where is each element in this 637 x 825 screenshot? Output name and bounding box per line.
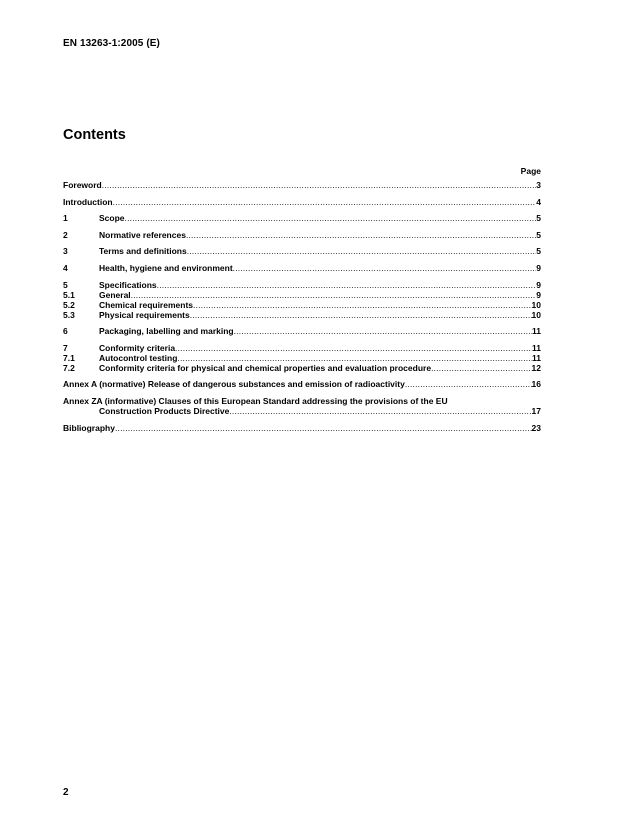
toc-entry-page: 11 [532, 326, 541, 337]
toc-entry-terms-and-definitions[interactable] [63, 246, 541, 256]
toc-entry-page: 16 [531, 379, 541, 390]
toc-entry-page: 5 [536, 229, 541, 240]
toc-entry-title-continued: Construction Products Directive [99, 405, 230, 416]
toc-entry-page: 9 [536, 289, 541, 300]
toc-entry-number: 6 [63, 326, 68, 337]
toc-leader [177, 353, 532, 363]
toc-entry-title: Terms and definitions [99, 246, 187, 257]
toc-entry-introduction[interactable] [63, 197, 541, 207]
toc-leader [186, 230, 536, 240]
page-column-label: Page [520, 166, 541, 176]
toc-entry-title: Specifications [99, 279, 157, 290]
toc-entry-title: Foreword [63, 180, 102, 190]
toc-entry-number: 4 [63, 262, 68, 273]
toc-entry-number: 5.2 [63, 299, 75, 310]
toc-entry-page: 9 [536, 279, 541, 290]
toc-entry-specifications[interactable] [63, 280, 541, 290]
toc-entry-title: Scope [99, 213, 125, 224]
toc-entry-number: 7.1 [63, 352, 75, 363]
toc-entry-page: 3 [536, 180, 541, 190]
toc-entry-title: Packaging, labelling and marking [99, 326, 234, 337]
toc-leader [233, 263, 537, 273]
toc-entry-title: Autocontrol testing [99, 352, 178, 363]
toc-entry-page: 12 [531, 362, 541, 373]
toc-entry-title: General [99, 289, 131, 300]
toc-entry-scope[interactable] [63, 213, 541, 223]
toc-leader [190, 310, 532, 320]
toc-leader [102, 180, 537, 190]
toc-entry-page: 23 [531, 422, 541, 433]
toc-leader [157, 280, 537, 290]
toc-entry-health-hygiene-environment[interactable] [63, 263, 541, 273]
toc-entry-title: Annex ZA (informative) Clauses of this European Standard addressing the provisions of the EU [63, 395, 448, 406]
toc-leader [431, 363, 531, 373]
toc-entry-title: Conformity criteria for physical and chemical properties and evaluation procedure [99, 362, 432, 373]
toc-entry-number: 1 [63, 213, 68, 224]
toc-entry-annex-a[interactable] [63, 379, 541, 389]
toc-entry-title: Introduction [63, 196, 113, 207]
document-id: EN 13263-1:2005 (E) [63, 38, 160, 49]
toc-entry-number: 2 [63, 229, 68, 240]
toc-entry-page: 10 [531, 309, 541, 320]
toc-entry-page: 11 [532, 342, 541, 353]
toc-entry-title: Chemical requirements [99, 299, 194, 310]
toc-entry-conformity-criteria-physical-chemical[interactable] [63, 363, 541, 373]
toc-entry-number: 7.2 [63, 362, 75, 373]
toc-entry-foreword[interactable] [63, 180, 541, 190]
toc-entry-title: Conformity criteria [99, 342, 176, 353]
toc-entry-conformity-criteria[interactable] [63, 343, 541, 353]
toc-entry-number: 5.1 [63, 289, 75, 300]
toc-leader [175, 343, 532, 353]
toc-entry-chemical-requirements[interactable] [63, 300, 541, 310]
toc-entry-title: Normative references [99, 229, 186, 240]
toc-entry-autocontrol-testing[interactable] [63, 353, 541, 363]
toc-entry-page: 10 [531, 299, 541, 310]
toc-leader [113, 197, 537, 207]
toc-leader [229, 406, 531, 416]
toc-entry-physical-requirements[interactable] [63, 310, 541, 320]
toc-entry-page: 5 [536, 213, 541, 224]
toc-entry-bibliography[interactable] [63, 423, 541, 433]
toc-entry-page: 4 [536, 196, 541, 207]
toc-entry-general[interactable] [63, 290, 541, 300]
toc-entry-title: Bibliography [63, 422, 115, 433]
toc-entry-title: Annex A (normative) Release of dangerous substances and emission of radioactivity [63, 379, 405, 390]
toc-leader [125, 213, 537, 223]
toc-entry-title: Health, hygiene and environment [99, 262, 233, 273]
toc-leader [193, 300, 532, 310]
toc-entry-title: Physical requirements [99, 309, 190, 320]
toc-leader [405, 379, 532, 389]
toc-entry-page: 5 [536, 246, 541, 257]
toc-leader [187, 246, 537, 256]
toc-leader [234, 326, 532, 336]
toc-leader [115, 423, 532, 433]
toc-entry-annex-za[interactable] [63, 396, 541, 416]
toc-entry-number: 3 [63, 246, 68, 257]
toc-entry-packaging-labelling-marking[interactable] [63, 326, 541, 336]
page-number: 2 [63, 787, 69, 798]
toc-entry-page: 9 [536, 262, 541, 273]
toc-entry-number: 7 [63, 342, 68, 353]
toc-leader [131, 290, 537, 300]
toc-entry-page: 17 [531, 405, 541, 416]
toc-entry-page: 11 [532, 352, 541, 363]
toc-entry-number: 5 [63, 279, 68, 290]
toc-entry-normative-references[interactable] [63, 230, 541, 240]
contents-heading: Contents [63, 127, 126, 143]
toc-entry-number: 5.3 [63, 309, 75, 320]
table-of-contents [63, 180, 541, 433]
